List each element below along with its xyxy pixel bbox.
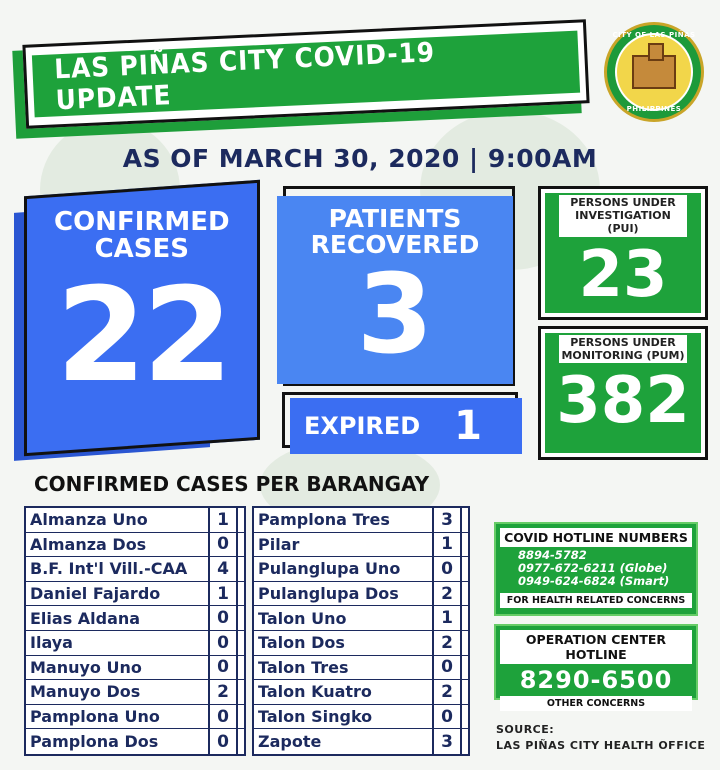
expired-label: EXPIRED <box>304 412 421 440</box>
pum-value: 382 <box>556 364 690 439</box>
operation-title: OPERATION CENTER HOTLINE <box>500 630 692 664</box>
confirmed-value: 22 <box>55 258 229 411</box>
recovered-label-1: PATIENTS <box>328 204 462 233</box>
barangay-count: 3 <box>432 729 462 754</box>
city-seal-logo: CITY OF LAS PIÑAS PHILIPPINES <box>604 22 704 122</box>
barangay-name: Talon Dos <box>258 633 345 653</box>
barangay-name: Zapote <box>258 732 322 752</box>
table-row <box>254 729 468 754</box>
operation-hotline-box <box>494 624 698 709</box>
table-row <box>26 631 244 656</box>
barangay-count: 0 <box>432 705 462 729</box>
barangay-count: 0 <box>208 606 238 630</box>
table-row <box>254 680 468 705</box>
hotline-title: COVID HOTLINE NUMBERS <box>500 528 692 547</box>
table-row <box>254 606 468 631</box>
confirmed-label-2: CASES <box>94 234 190 265</box>
recovered-card <box>277 196 513 384</box>
barangay-table-left <box>24 506 246 756</box>
table-row <box>26 656 244 681</box>
hotline-number: 0977-672-6211 (Globe) <box>518 561 668 576</box>
table-row <box>254 557 468 582</box>
barangay-count: 0 <box>208 656 238 680</box>
barangay-name: Pamplona Tres <box>258 510 390 530</box>
pui-card <box>538 186 708 320</box>
pui-value: 23 <box>578 237 668 312</box>
barangay-count: 0 <box>432 656 462 680</box>
barangay-count: 0 <box>208 705 238 729</box>
table-row <box>254 705 468 730</box>
covid-hotline-box <box>494 522 698 616</box>
barangay-count: 1 <box>208 508 238 532</box>
hotline-number: 0949-624-6824 (Smart) <box>518 574 670 589</box>
hotline-number: 8894-5782 <box>518 548 587 562</box>
barangay-name: Pilar <box>258 534 300 554</box>
barangay-name: B.F. Int'l Vill.-CAA <box>30 559 188 579</box>
barangay-count: 3 <box>432 508 462 532</box>
barangay-name: Almanza Dos <box>30 534 147 554</box>
confirmed-cases-card <box>24 180 260 457</box>
barangay-name: Pulanglupa Uno <box>258 559 401 579</box>
recovered-label-2: RECOVERED <box>310 230 480 260</box>
barangay-name: Manuyo Uno <box>30 657 142 677</box>
table-row <box>254 656 468 681</box>
table-row <box>26 557 244 582</box>
barangay-table-right <box>252 506 470 756</box>
barangay-count: 1 <box>432 533 462 557</box>
recovered-value: 3 <box>356 249 434 378</box>
table-row <box>254 582 468 607</box>
table-row <box>26 508 244 533</box>
table-row <box>26 606 244 631</box>
table-row <box>254 508 468 533</box>
barangay-count: 0 <box>208 631 238 655</box>
barangay-count: 4 <box>208 557 238 581</box>
barangay-count: 2 <box>208 680 238 704</box>
barangay-count: 0 <box>208 729 238 754</box>
barangay-name: Talon Tres <box>258 657 349 677</box>
table-row <box>254 533 468 558</box>
table-row <box>26 582 244 607</box>
table-row <box>26 533 244 558</box>
barangay-name: Talon Uno <box>258 608 347 628</box>
barangay-table-title: CONFIRMED CASES PER BARANGAY <box>34 472 430 496</box>
update-date: AS OF MARCH 30, 2020 | 9:00AM <box>122 144 598 173</box>
barangay-name: Pamplona Dos <box>30 732 159 752</box>
operation-number: 8290-6500 <box>519 666 673 694</box>
pum-label: PERSONS UNDER MONITORING (PUM) <box>559 335 687 363</box>
barangay-count: 2 <box>432 631 462 655</box>
barangay-name: Talon Kuatro <box>258 682 372 702</box>
barangay-count: 0 <box>208 533 238 557</box>
expired-card <box>290 398 522 454</box>
barangay-name: Pulanglupa Dos <box>258 584 399 604</box>
table-row <box>26 705 244 730</box>
barangay-name: Almanza Uno <box>30 510 148 530</box>
building-icon <box>632 55 676 89</box>
hotline-footer: FOR HEALTH RELATED CONCERNS <box>500 593 692 608</box>
barangay-name: Manuyo Dos <box>30 682 141 702</box>
pum-card <box>538 326 708 460</box>
operation-footer: OTHER CONCERNS <box>500 696 692 711</box>
barangay-name: Talon Singko <box>258 707 373 727</box>
source-note: SOURCE: LAS PIÑAS CITY HEALTH OFFICE <box>496 723 706 752</box>
barangay-count: 2 <box>432 680 462 704</box>
barangay-name: Pamplona Uno <box>30 707 160 727</box>
barangay-count: 0 <box>432 557 462 581</box>
barangay-count: 1 <box>432 606 462 630</box>
table-row <box>254 631 468 656</box>
barangay-name: Elias Aldana <box>30 608 141 628</box>
barangay-count: 1 <box>208 582 238 606</box>
barangay-name: Ilaya <box>30 633 73 653</box>
barangay-name: Daniel Fajardo <box>30 584 161 604</box>
barangay-count: 2 <box>432 582 462 606</box>
table-row <box>26 729 244 754</box>
page-title: LAS PIÑAS CITY COVID-19 UPDATE <box>53 37 436 117</box>
expired-value: 1 <box>454 403 482 449</box>
confirmed-label-1: CONFIRMED <box>54 207 230 237</box>
pui-label: PERSONS UNDER INVESTIGATION (PUI) <box>559 195 687 237</box>
table-row <box>26 680 244 705</box>
